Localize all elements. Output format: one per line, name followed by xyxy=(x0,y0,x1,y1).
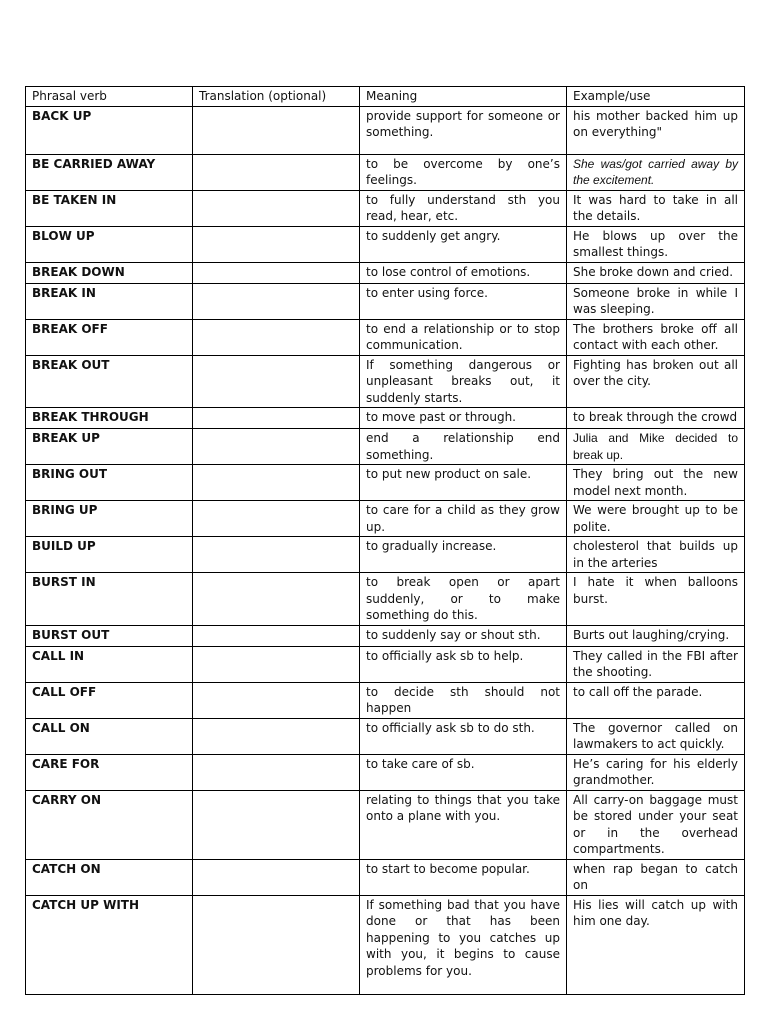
verb-cell: CALL OFF xyxy=(26,682,193,718)
verb-cell: CATCH UP WITH xyxy=(26,895,193,994)
verb-cell: BREAK IN xyxy=(26,283,193,319)
verb-cell: BREAK OFF xyxy=(26,319,193,355)
table-row xyxy=(26,408,745,429)
table-row xyxy=(26,429,745,465)
table-row xyxy=(26,859,745,895)
table-row xyxy=(26,646,745,682)
example-cell: cholesterol that builds up in the arteries xyxy=(567,537,745,573)
example-cell: He blows up over the smallest things. xyxy=(567,226,745,262)
table-row xyxy=(26,190,745,226)
meaning-cell: to move past or through. xyxy=(360,408,567,429)
example-cell: They called in the FBI after the shooting. xyxy=(567,646,745,682)
verb-cell: BLOW UP xyxy=(26,226,193,262)
table-row xyxy=(26,754,745,790)
verb-cell: BE TAKEN IN xyxy=(26,190,193,226)
meaning-cell: to put new product on sale. xyxy=(360,465,567,501)
table-row xyxy=(26,355,745,408)
verb-cell: BURST IN xyxy=(26,573,193,626)
verb-cell: BE CARRIED AWAY xyxy=(26,154,193,190)
column-header: Translation (optional) xyxy=(193,87,360,107)
meaning-cell: to enter using force. xyxy=(360,283,567,319)
example-cell: They bring out the new model next month. xyxy=(567,465,745,501)
table-row xyxy=(26,895,745,994)
meaning-cell: to suddenly say or shout sth. xyxy=(360,625,567,646)
example-cell: We were brought up to be polite. xyxy=(567,501,745,537)
translation-cell xyxy=(193,625,360,646)
table-row xyxy=(26,625,745,646)
example-cell: his mother backed him up on everything" xyxy=(567,106,745,154)
verb-cell: BREAK THROUGH xyxy=(26,408,193,429)
verb-cell: BRING OUT xyxy=(26,465,193,501)
table-row xyxy=(26,501,745,537)
table-row xyxy=(26,537,745,573)
translation-cell xyxy=(193,859,360,895)
verb-cell: BACK UP xyxy=(26,106,193,154)
table-row xyxy=(26,106,745,154)
meaning-cell: to officially ask sb to do sth. xyxy=(360,718,567,754)
verb-cell: CARE FOR xyxy=(26,754,193,790)
verb-cell: BRING UP xyxy=(26,501,193,537)
example-cell: It was hard to take in all the details. xyxy=(567,190,745,226)
example-cell: to break through the crowd xyxy=(567,408,745,429)
meaning-cell: If something dangerous or unpleasant breaks out, it suddenly starts. xyxy=(360,355,567,408)
table-row xyxy=(26,262,745,283)
example-cell: Julia and Mike decided to break up. xyxy=(567,429,745,465)
meaning-cell: to care for a child as they grow up. xyxy=(360,501,567,537)
verb-cell: CARRY ON xyxy=(26,790,193,859)
example-cell: The governor called on lawmakers to act quickly. xyxy=(567,718,745,754)
translation-cell xyxy=(193,895,360,994)
translation-cell xyxy=(193,429,360,465)
meaning-cell: to break open or apart suddenly, or to make something do this. xyxy=(360,573,567,626)
phrasal-verbs-table xyxy=(25,86,745,995)
meaning-cell: to take care of sb. xyxy=(360,754,567,790)
translation-cell xyxy=(193,226,360,262)
example-cell: All carry-on baggage must be stored under your seat or in the overhead compartments. xyxy=(567,790,745,859)
example-cell: Fighting has broken out all over the city. xyxy=(567,355,745,408)
table-row xyxy=(26,573,745,626)
verb-cell: BREAK OUT xyxy=(26,355,193,408)
meaning-cell: end a relationship end something. xyxy=(360,429,567,465)
meaning-cell: to end a relationship or to stop communication. xyxy=(360,319,567,355)
translation-cell xyxy=(193,537,360,573)
table-row xyxy=(26,682,745,718)
verb-cell: BREAK DOWN xyxy=(26,262,193,283)
example-cell: The brothers broke off all contact with each other. xyxy=(567,319,745,355)
table-row xyxy=(26,283,745,319)
example-cell: I hate it when balloons burst. xyxy=(567,573,745,626)
table-row xyxy=(26,718,745,754)
translation-cell xyxy=(193,573,360,626)
column-header: Meaning xyxy=(360,87,567,107)
translation-cell xyxy=(193,501,360,537)
translation-cell xyxy=(193,646,360,682)
example-cell: He’s caring for his elderly grandmother. xyxy=(567,754,745,790)
table-row xyxy=(26,790,745,859)
meaning-cell: provide support for someone or something. xyxy=(360,106,567,154)
verb-cell: BUILD UP xyxy=(26,537,193,573)
column-header: Example/use xyxy=(567,87,745,107)
translation-cell xyxy=(193,319,360,355)
translation-cell xyxy=(193,355,360,408)
example-cell: to call off the parade. xyxy=(567,682,745,718)
meaning-cell: to be overcome by one’s feelings. xyxy=(360,154,567,190)
translation-cell xyxy=(193,754,360,790)
table-row xyxy=(26,154,745,190)
meaning-cell: to suddenly get angry. xyxy=(360,226,567,262)
column-header: Phrasal verb xyxy=(26,87,193,107)
table-row xyxy=(26,226,745,262)
verb-cell: BURST OUT xyxy=(26,625,193,646)
translation-cell xyxy=(193,718,360,754)
verb-cell: CALL ON xyxy=(26,718,193,754)
meaning-cell: to decide sth should not happen xyxy=(360,682,567,718)
translation-cell xyxy=(193,190,360,226)
meaning-cell: relating to things that you take onto a plane with you. xyxy=(360,790,567,859)
example-cell: His lies will catch up with him one day. xyxy=(567,895,745,994)
meaning-cell: to start to become popular. xyxy=(360,859,567,895)
example-cell: Someone broke in while I was sleeping. xyxy=(567,283,745,319)
table-row xyxy=(26,319,745,355)
meaning-cell: to fully understand sth you read, hear, etc. xyxy=(360,190,567,226)
translation-cell xyxy=(193,154,360,190)
translation-cell xyxy=(193,408,360,429)
translation-cell xyxy=(193,465,360,501)
translation-cell xyxy=(193,106,360,154)
meaning-cell: to officially ask sb to help. xyxy=(360,646,567,682)
translation-cell xyxy=(193,262,360,283)
table-header-row xyxy=(26,87,745,107)
example-cell: when rap began to catch on xyxy=(567,859,745,895)
translation-cell xyxy=(193,283,360,319)
meaning-cell: If something bad that you have done or that has been happening to you catches up with you, it begins to cause problems for you. xyxy=(360,895,567,994)
example-cell: She was/got carried away by the excitement. xyxy=(567,154,745,190)
translation-cell xyxy=(193,682,360,718)
translation-cell xyxy=(193,790,360,859)
table-row xyxy=(26,465,745,501)
verb-cell: CALL IN xyxy=(26,646,193,682)
meaning-cell: to gradually increase. xyxy=(360,537,567,573)
verb-cell: CATCH ON xyxy=(26,859,193,895)
meaning-cell: to lose control of emotions. xyxy=(360,262,567,283)
verb-cell: BREAK UP xyxy=(26,429,193,465)
example-cell: She broke down and cried. xyxy=(567,262,745,283)
example-cell: Burts out laughing/crying. xyxy=(567,625,745,646)
